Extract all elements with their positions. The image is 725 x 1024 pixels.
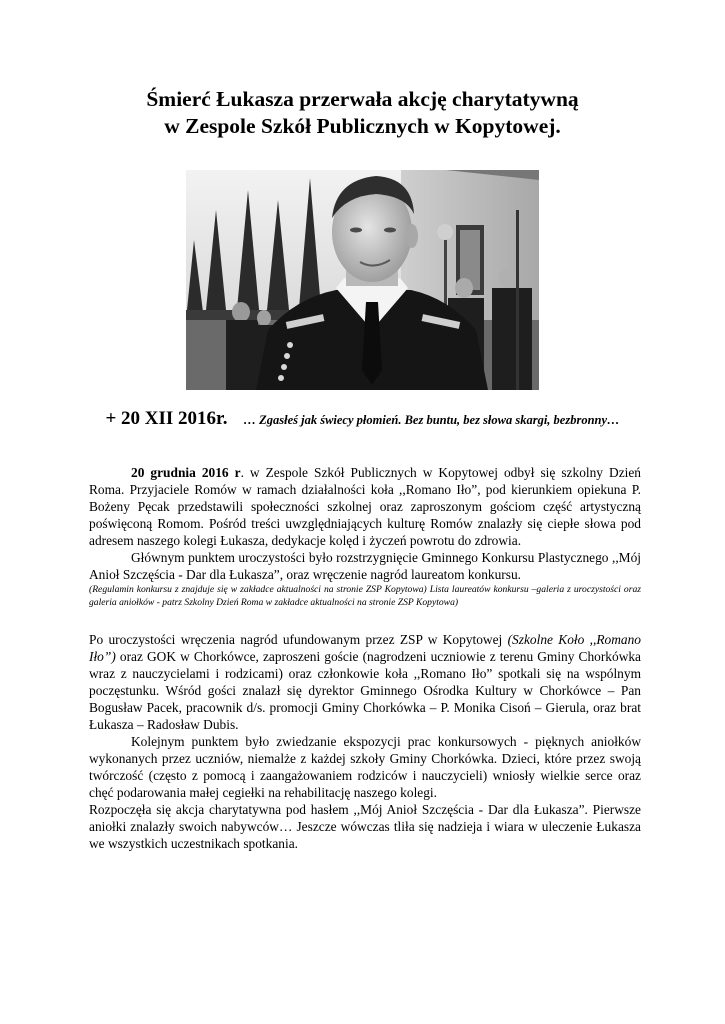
contest-note: (Regulamin konkursu z znajduje się w zakładce aktualności na stronie ZSP Kopytowa) Lista laureatów konkursu –galeria z uroczystości oraz galeria aniołków - patrz Szkolny Dzień Roma w zakładce aktualności na stronie ZSP Kopytowa): [89, 584, 641, 608]
memorial-photo: [186, 170, 539, 390]
title-line-2: w Zespole Szkół Publicznych w Kopytowej.: [164, 114, 561, 138]
paragraph-5: Rozpoczęła się akcja charytatywna pod hasłem ,,Mój Anioł Szczęścia - Dar dla Łukasza”. Pierwsze aniołki znalazły swoich nabywców… Jeszcze wówczas tliła się nadzieja i wiara w uleczenie Łukasza we wszystkich uczestnikach spotkania.: [89, 802, 641, 851]
paragraph-1-text: . w Zespole Szkół Publicznych w Kopytowej odbył się szkolny Dzień Roma. Przyjaciele Romów w ramach działalności koła ,,Romano Iło”, pod kierunkiem opiekuna P. Bożeny Pęcak przedstawili społeczności szkolnej oraz zaproszonym gościom część artystyczną poświęconą Romom. Pośród treści uwzględniających kulturę Romów znalazły się ciepłe słowa pod adresem naszego kolegi Łukasza, dedykacje kolęd i życzeń powrotu do zdrowia.: [89, 465, 641, 548]
memorial-quote: … Zgasłeś jak świecy płomień. Bez buntu, bez słowa skargi, bezbronny…: [243, 413, 620, 427]
paragraph-3: Po uroczystości wręczenia nagród ufundowanym przez ZSP w Kopytowej (Szkolne Koło ,,Romano Iło”) oraz GOK w Chorkówce, zaproszeni goście (nagrodzeni uczniowie z terenu Gminy Chorkówka wraz z nauczycielami i rodzicami) oraz członkowie koła ,,Romano Iło” spotkali się na wspólnym poczęstunku. Wśród gości znalazł się dyrektor Gminnego Ośrodka Kultury w Chorkówce – Pan Bogusław Pacek, pracownik d/s. promocji Gminy Chorkówka – P. Monika Cisoń – Gierula, oraz brat Łukasza – Radosław Dubis.: [89, 632, 641, 732]
article-body: [89, 464, 641, 852]
memorial-date: + 20 XII 2016r.: [105, 408, 228, 429]
article-title: [60, 86, 665, 140]
paragraph-1: [89, 464, 641, 549]
paragraph-2: Głównym punktem uroczystości było rozstrzygnięcie Gminnego Konkursu Plastycznego ,,Mój Anioł Szczęścia - Dar dla Łukasza”, oraz wręczenie nagród laureatom konkursu.: [89, 550, 641, 582]
title-line-1: Śmierć Łukasza przerwała akcję charytatywną: [146, 87, 579, 111]
paragraph-4: Kolejnym punktem było zwiedzanie ekspozycji prac konkursowych - pięknych aniołków wykonanych przez uczniów, niemalże z każdej szkoły Gminy Chorkówka. Dzieci, które przez swoją twórczość (często z pomocą i zaangażowaniem rodziców i nauczycieli) wniosły wielkie serce oraz chęć podarowania małej cegiełki na rehabilitację naszego kolegi.: [89, 734, 641, 800]
memorial-subtitle: [60, 408, 665, 430]
paragraph-1-date: 20 grudnia 2016 r: [131, 465, 241, 480]
school-club-name: (Szkolne Koło ,,Romano Iło”): [89, 632, 641, 664]
